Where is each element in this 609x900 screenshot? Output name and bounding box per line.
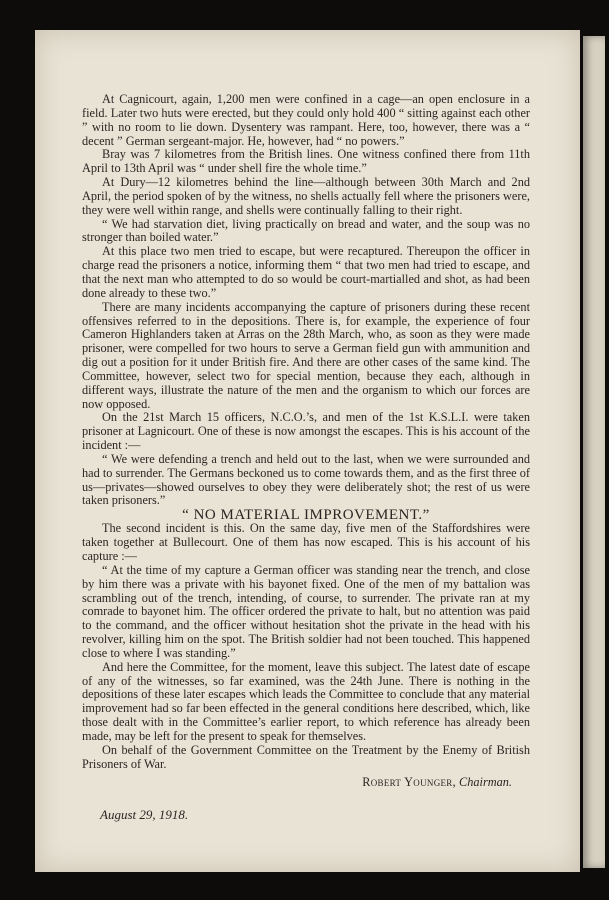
document-body [82, 93, 530, 794]
paragraph-on-behalf: On behalf of the Government Committee on the Treatment by the Enemy of British Prisoners of War. [82, 742, 530, 771]
quote-defending-trench: “ We were defending a trench and held out to the last, when we were surrounded and had to surrender. The Germans beckoned us to come towards them, and as the first three of us—privates—showed ourselves to obey they were deliberately shot; the rest of us were taken prisoners.” [82, 451, 530, 508]
section-heading: “ NO MATERIAL IMPROVEMENT.” [182, 507, 430, 524]
paragraph-conclusion: And here the Committee, for the moment, leave this subject. The latest date of escape of any of the witnesses, so far examined, was the 24th June. There is nothing in the depositions of these later escapes which leads the Committee to conclude that any material improvement had so far been effected in the general conditions here described, which, like those dealt with in the Committee’s earlier report, to which reference has already been made, may be left for the present to speak for themselves. [82, 659, 530, 743]
paragraph-cagnicourt: At Cagnicourt, again, 1,200 men were confined in a cage—an open enclosure in a field. Later two huts were erected, but they could only hold 400 “ sitting against each other ” with no room to lie down. Dysentery was rampant. Here, too, however, there was a “ decent ” German sergeant-major. He, however, had “ no powers.” [82, 92, 530, 148]
paragraph-bray: Bray was 7 kilometres from the British lines. One witness confined there from 11th April to 13th April was “ under shell fire the whole time.” [82, 147, 530, 176]
signatory-role: Chairman. [459, 774, 512, 789]
next-page-edge [583, 36, 605, 868]
signature [362, 776, 512, 790]
quote-starvation-diet: “ We had starvation diet, living practically on bread and water, and the soup was no stronger than boiled water.” [82, 216, 530, 245]
paragraph-ksli: On the 21st March 15 officers, N.C.O.’s, and men of the 1st K.S.L.I. were taken prisoner at Lagnicourt. One of these is now amongst the escapes. This is his account of the incident :— [82, 410, 530, 453]
paragraph-dury: At Dury—12 kilometres behind the line—although between 30th March and 2nd April, the period spoken of by the witness, no shells actually fell where the prisoners were, they were well within range, and shells were continually falling to their right. [82, 175, 530, 217]
document-date: August 29, 1918. [100, 807, 189, 822]
quote-capture-account: “ At the time of my capture a German officer was standing near the trench, and close by him there was a private with his bayonet fixed. One of the men of my battalion was scrambling out of the trench, intending, of course, to surrender. The private ran at my comrade to bayonet him. The officer ordered the private to halt, but no attention was paid to the command, and the officer without hesitation shot the private in the head with his revolver, killing him on the spot. The British soldier had not been touched. This happened close to where I was standing.” [82, 562, 530, 660]
paragraph-incidents: There are many incidents accompanying the capture of prisoners during these recent offensives referred to in the depositions. There is, for example, the experience of four Cameron Highlanders taken at Arras on the 28th March, who, as soon as they were made prisoner, were compelled for two hours to serve a German field gun with ammunition and dig out a position for it under British fire. And there are other cases of the same kind. The Committee, however, select two for special mention, because they each, although in different ways, illustrate the nature of the men and the organism to which our forces are now opposed. [82, 299, 530, 411]
signatory-name: Robert Younger, [362, 774, 456, 789]
paragraph-second-incident: The second incident is this. On the same day, five men of the Staffordshires were taken together at Bullecourt. One of them has now escaped. This is his account of his capture :— [82, 521, 530, 563]
signature-row [82, 772, 530, 794]
paragraph-escape-attempt: At this place two men tried to escape, but were recaptured. Thereupon the officer in charge read the prisoners a notice, informing them “ that two men had tried to escape, and that the next man who attempted to do so would be court-martialled and shot, as had been done already to these two.” [82, 244, 530, 300]
